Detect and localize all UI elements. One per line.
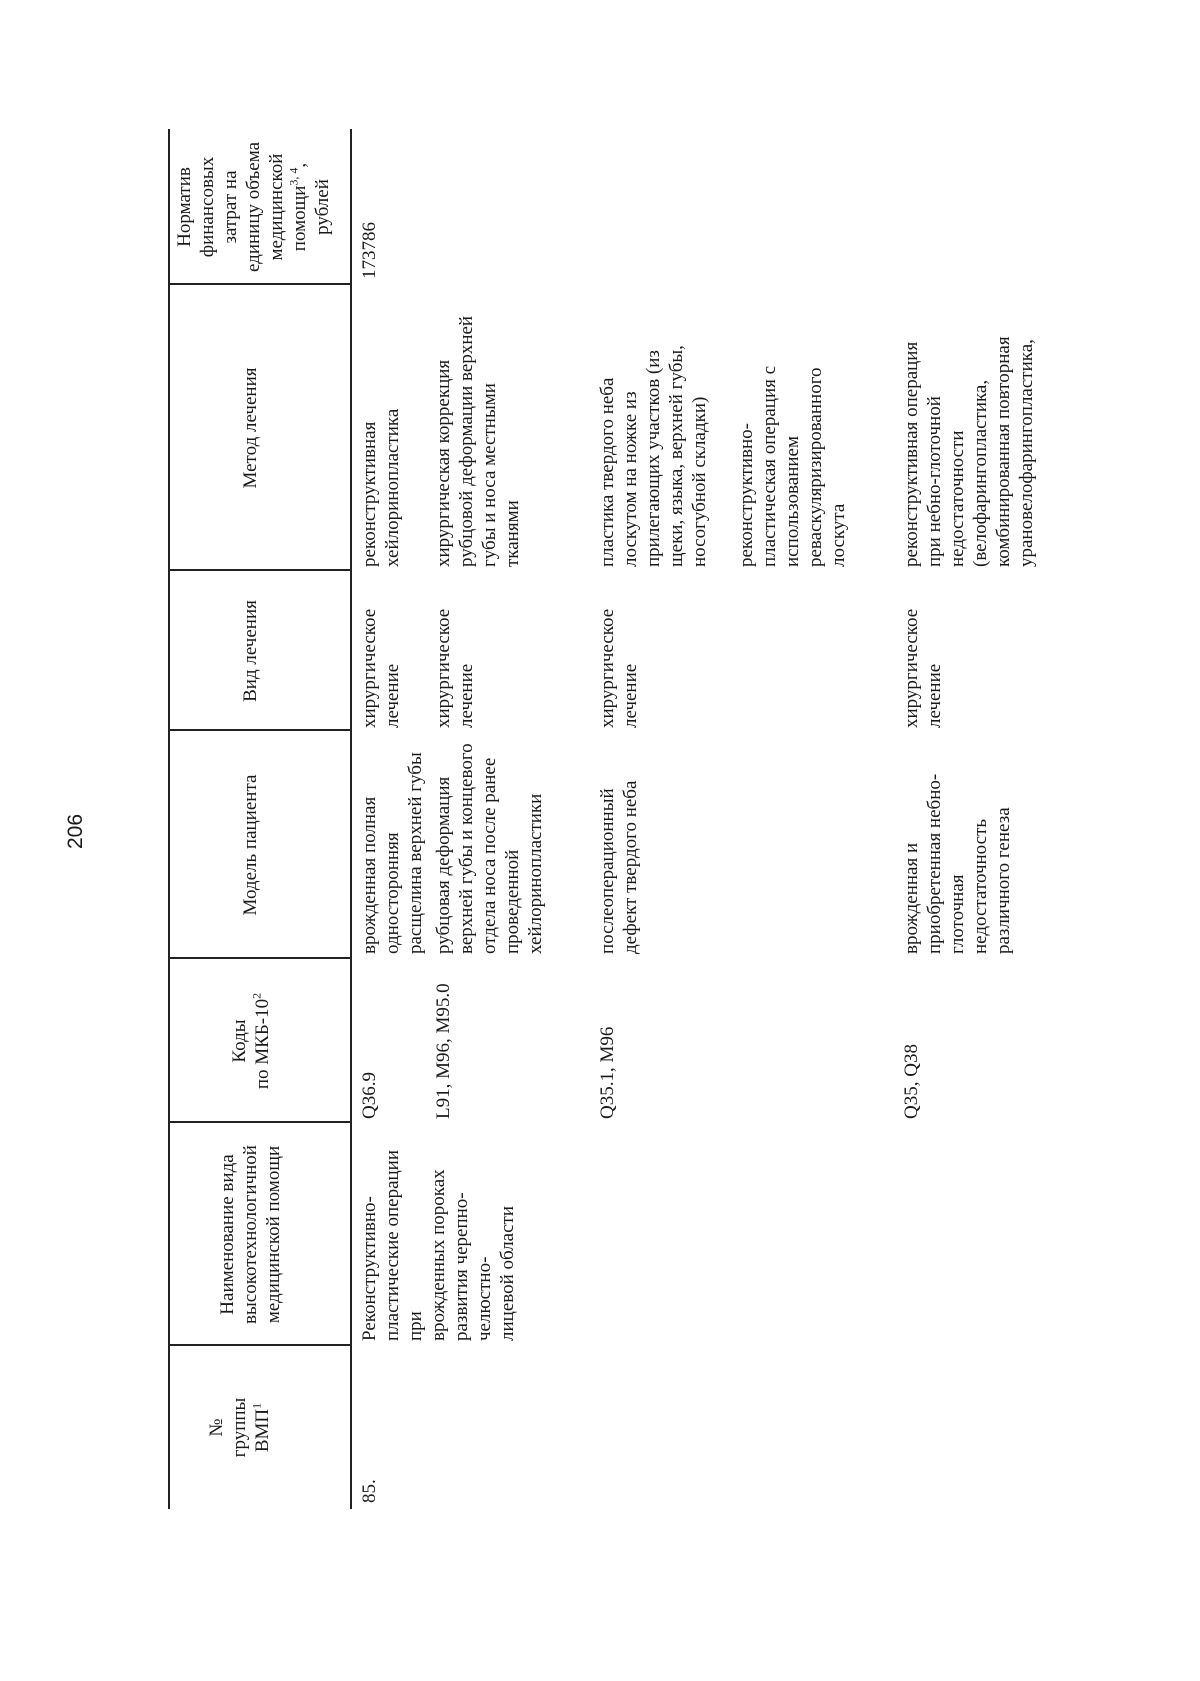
row-2-type: хирургическое лечение [433, 608, 477, 728]
group-number: 85. [359, 1479, 380, 1503]
row-3-method-alt: реконструктивно- пластическая операция с использованием реваскуляризированного лоскута [736, 365, 849, 567]
group-cost-norm: 173786 [359, 222, 380, 279]
row-4-type: хирургическое лечение [901, 608, 945, 728]
row-1-method: реконструктивная хейлоринопластика [359, 408, 403, 567]
header-group-number: № группы ВМП$^1$ [206, 1397, 273, 1458]
header-cost-norm: Норматив финансовых затрат на единицу объема медицинской помощи$^{3, 4}$, рублей [174, 141, 333, 273]
row-2-method: хирургическая коррекция рубцовой деформации верхней губы и носа местными тканями [433, 315, 523, 567]
row-1-model: врожденная полная односторонняя расщелина верхней губы [359, 752, 426, 954]
header-care-name: Наименование вида высокотехнологичной медицинской помощи [217, 1145, 284, 1324]
row-4-codes: Q35, Q38 [901, 1044, 922, 1119]
row-2-codes: L91, M96, M95.0 [433, 983, 454, 1119]
group-care-name: Реконструктивно- пластические операции при врожденных пороках развития черепно-челюстно- лицевой области [359, 1149, 518, 1341]
page-number: 206 [64, 813, 87, 849]
row-4-model: врожденная и приобретенная небно- глоточная недостаточность различного генеза [901, 773, 1014, 954]
table-top-rule [168, 129, 170, 1509]
row-3-method: пластика твердого неба лоскутом на ножке из прилегающих участков (из щеки, языка, верхней губы, носогубной складки) [597, 345, 710, 567]
row-4-method: реконструктивная операция при небно-глоточной недостаточности (велофарингопластика, комбинированная повторная урановелофарингопластика, [901, 336, 1037, 567]
row-3-type: хирургическое лечение [597, 608, 641, 728]
row-1-type: хирургическое лечение [359, 608, 403, 728]
row-3-codes: Q35.1, M96 [597, 1026, 618, 1119]
row-1-codes: Q36.9 [359, 1072, 380, 1119]
row-3-model: послеоперационный дефект твердого неба [597, 780, 641, 954]
header-treatment-method: Метод лечения [240, 367, 261, 489]
header-patient-model: Модель пациента [240, 774, 261, 916]
header-bottom-rule [350, 129, 352, 1509]
header-treatment-type: Вид лечения [240, 600, 261, 702]
header-icd-codes: Коды по МКБ-$10^2$ [229, 992, 273, 1090]
row-2-model: рубцовая деформация верхней губы и концевого отдела носа после ранее проведенной хейлоринопластики [433, 743, 546, 954]
